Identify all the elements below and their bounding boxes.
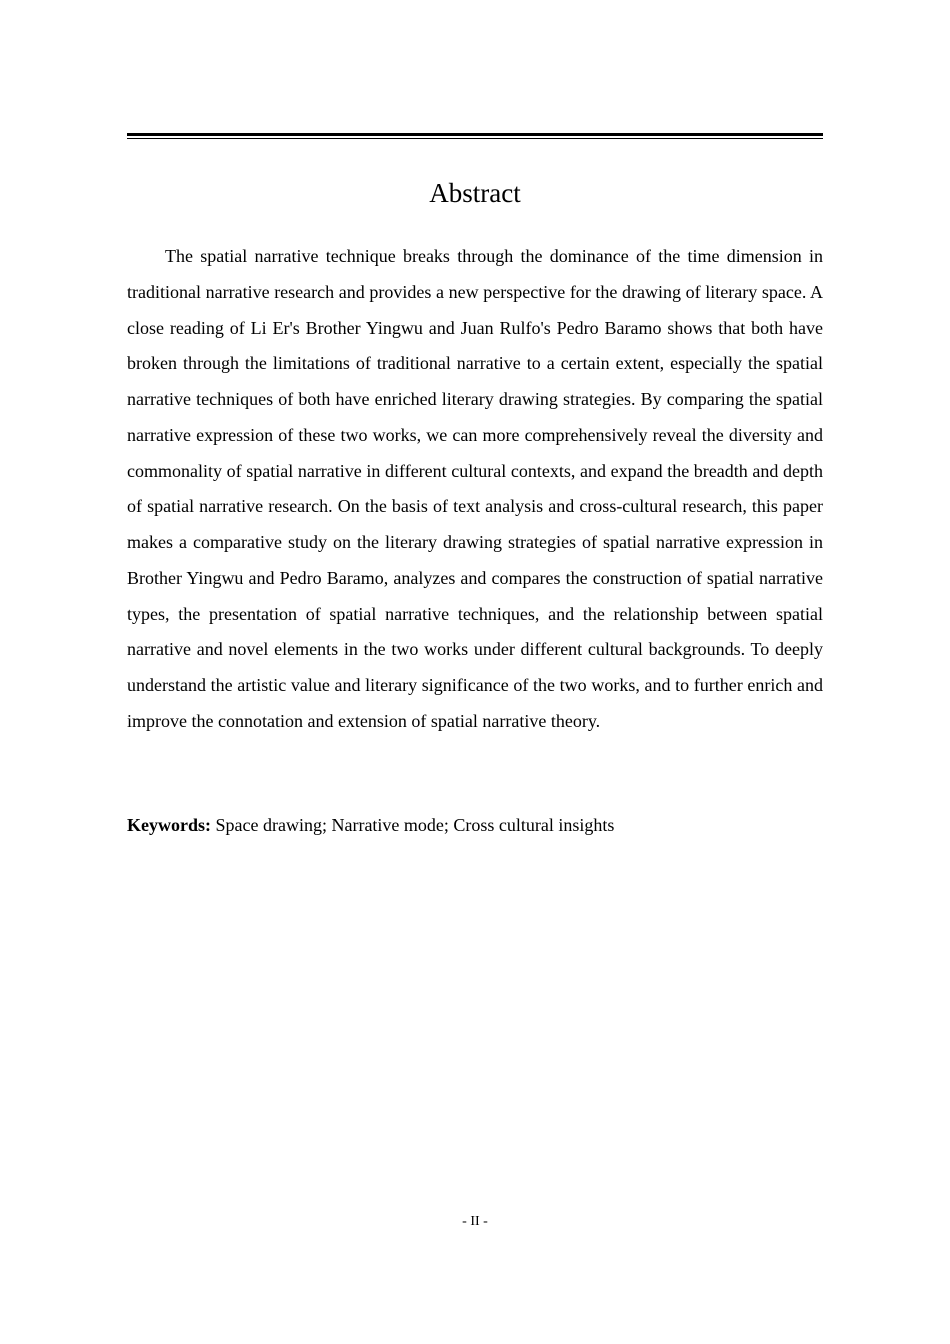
header-rule-thin [127,138,823,139]
header-rule-thick [127,133,823,136]
keywords-line [127,808,823,842]
keywords-label: Keywords: [127,815,211,835]
keywords-value: Space drawing; Narrative mode; Cross cultural insights [211,815,615,835]
page-number: - II - [462,1214,488,1229]
abstract-paragraph: The spatial narrative technique breaks through the dominance of the time dimension in traditional narrative research and provides a new perspective for the drawing of literary space. A close reading of Li Er's Brother Yingwu and Juan Rulfo's Pedro Baramo shows that both have broken through the limitations of traditional narrative to a certain extent, especially the spatial narrative techniques of both have enriched literary drawing strategies. By comparing the spatial narrative expression of these two works, we can more comprehensively reveal the diversity and commonality of spatial narrative in different cultural contexts, and expand the breadth and depth of spatial narrative research. On the basis of text analysis and cross-cultural research, this paper makes a comparative study on the literary drawing strategies of spatial narrative expression in Brother Yingwu and Pedro Baramo, analyzes and compares the construction of spatial narrative types, the presentation of spatial narrative techniques, and the relationship between spatial narrative and novel elements in the two works under different cultural backgrounds. To deeply understand the artistic value and literary significance of the two works, and to further enrich and improve the connotation and extension of spatial narrative theory. [127,246,823,731]
abstract-title: Abstract [429,178,521,208]
